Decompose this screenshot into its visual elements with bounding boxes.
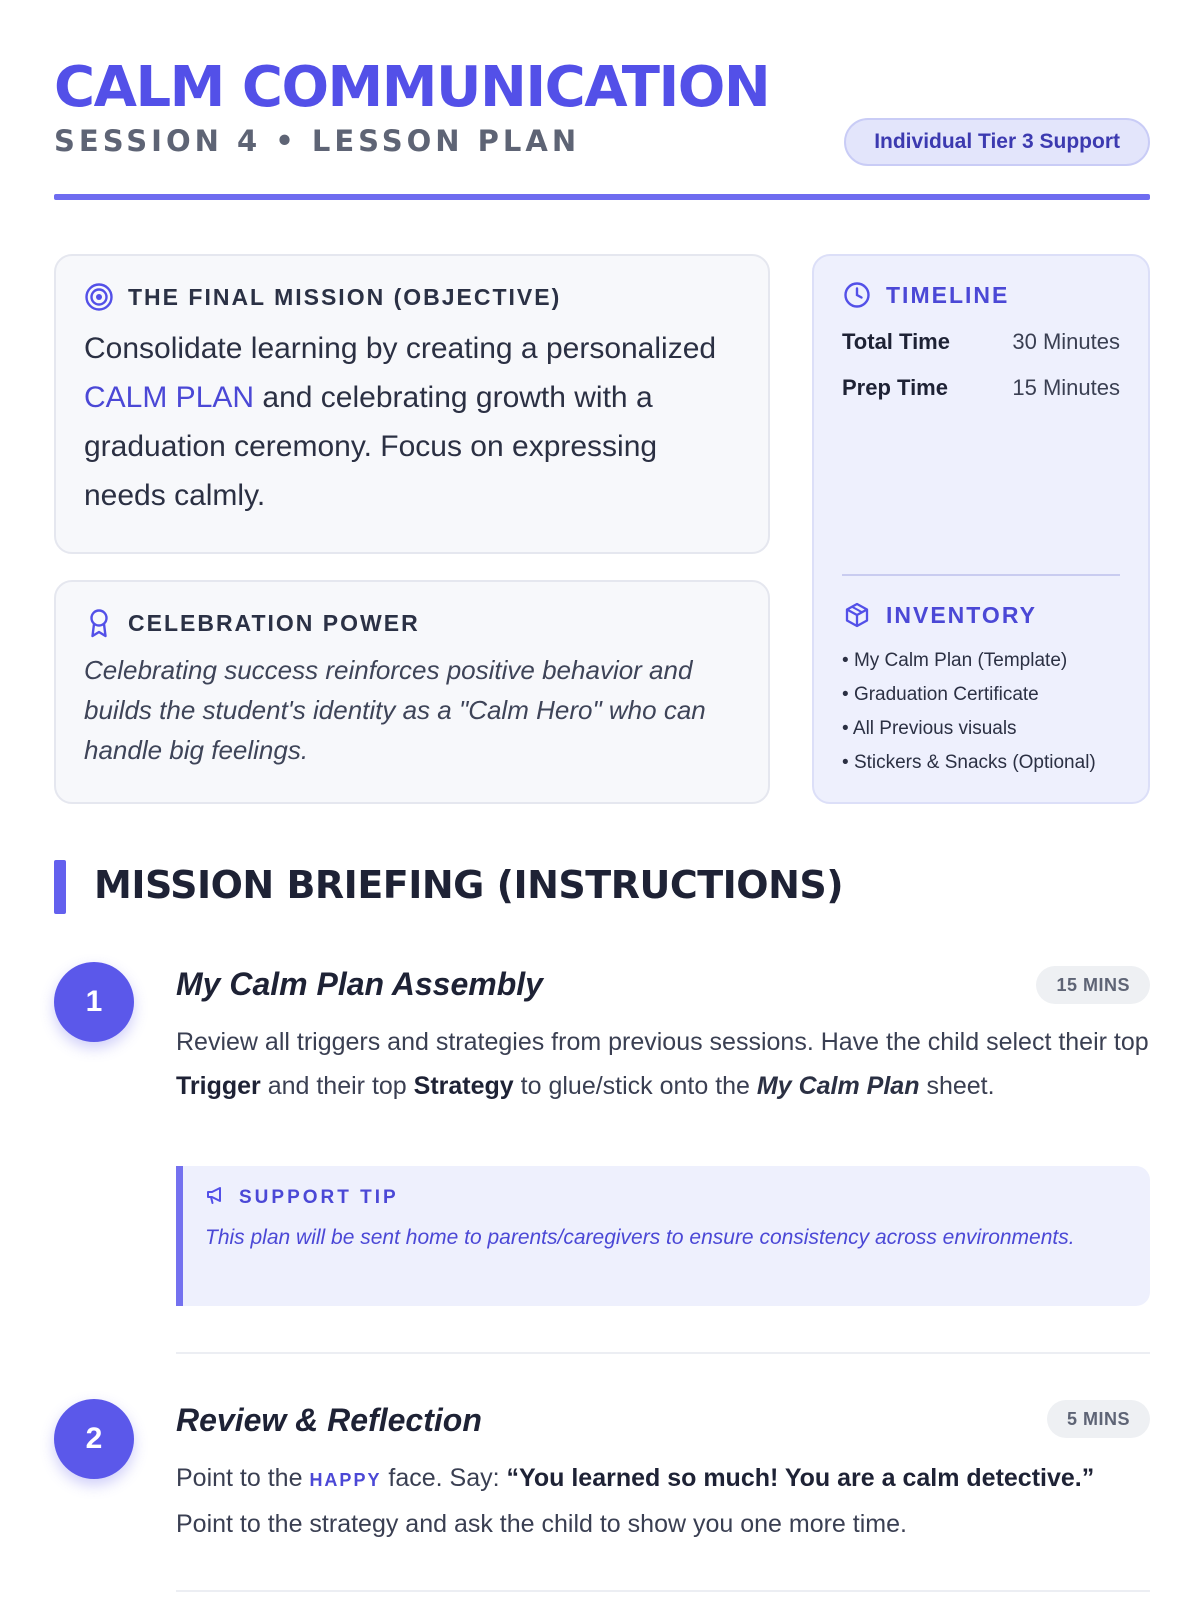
inventory-header: [842, 600, 1128, 630]
step-divider: [176, 1352, 1150, 1354]
instruction-text: Point to the strategy and ask the child to show you one more time.: [176, 1510, 907, 1538]
inventory-item: • Graduation Certificate: [842, 678, 1128, 712]
instruction-text: and their top: [267, 1072, 407, 1100]
instruction-text: sheet.: [926, 1072, 995, 1100]
celebration-card-header: [84, 608, 742, 638]
instruction-text: Point to the: [176, 1464, 303, 1492]
instruction-text: face. Say:: [388, 1464, 500, 1492]
header-divider: [54, 194, 1150, 200]
page-title: CALM COMMUNICATION: [54, 55, 770, 120]
strategy-emphasis: Strategy: [413, 1072, 514, 1100]
step-number-badge: 1: [54, 962, 134, 1042]
calm-plan-emphasis: My Calm Plan: [756, 1072, 920, 1100]
objective-text: [84, 324, 742, 520]
script-quote: “You learned so much! You are a calm detective.”: [506, 1464, 1095, 1492]
celebration-heading: CELEBRATION POWER: [128, 609, 420, 636]
timeline-value: 15 Minutes: [1012, 375, 1120, 400]
inventory-item: • All Previous visuals: [842, 712, 1128, 746]
calm-plan-highlight: CALM PLAN: [84, 381, 255, 414]
step-duration-badge: 15 MINS: [1036, 966, 1150, 1004]
step-title: Review & Reflection: [176, 1402, 482, 1438]
timeline-row-total: [842, 328, 1120, 356]
inventory-section: [842, 600, 1128, 780]
section-accent-bar: [54, 860, 66, 914]
timeline-row-prep: [842, 374, 1120, 402]
happy-face-label: HAPPY: [309, 1470, 382, 1490]
objective-text-part: Consolidate learning by creating a personalized: [84, 332, 717, 365]
step-title: My Calm Plan Assembly: [176, 966, 543, 1002]
step-number-badge: 2: [54, 1399, 134, 1479]
timeline-label: Prep Time: [842, 375, 948, 400]
section-title: MISSION BRIEFING (INSTRUCTIONS): [94, 863, 844, 907]
timeline-value: 30 Minutes: [1012, 329, 1120, 354]
support-tip-text: This plan will be sent home to parents/caregivers to ensure consistency across environments.: [205, 1226, 1075, 1249]
step-instructions: [176, 1456, 1150, 1546]
timeline-heading: TIMELINE: [886, 281, 1010, 308]
objective-text-part: and celebrating growth with a graduation ceremony. Focus on expressing needs calmly.: [84, 381, 658, 512]
celebration-text: Celebrating success reinforces positive behavior and builds the student's identity as a "Calm Hero" who can handle big feelings.: [84, 655, 706, 765]
inventory-heading: INVENTORY: [886, 601, 1037, 628]
celebration-card: [54, 580, 770, 804]
timeline-header: [842, 280, 1120, 310]
instruction-text: to glue/stick onto the: [520, 1072, 750, 1100]
timeline-inventory-card: [812, 254, 1150, 804]
award-ribbon-icon: [84, 608, 114, 638]
step-duration-badge: 5 MINS: [1047, 1400, 1150, 1438]
step-divider: [176, 1590, 1150, 1592]
support-tip-heading: SUPPORT TIP: [239, 1186, 399, 1208]
objective-card-header: [84, 282, 742, 312]
support-tip-callout: [176, 1166, 1150, 1306]
target-icon: [84, 282, 114, 312]
objective-card: [54, 254, 770, 554]
support-tip-header: [205, 1184, 1124, 1211]
inventory-item: • My Calm Plan (Template): [842, 644, 1128, 678]
objective-heading: THE FINAL MISSION (OBJECTIVE): [128, 283, 562, 310]
box-icon: [842, 600, 872, 630]
trigger-emphasis: Trigger: [176, 1072, 261, 1100]
support-tier-badge: Individual Tier 3 Support: [844, 118, 1150, 166]
megaphone-icon: [205, 1184, 227, 1211]
inventory-item: • Stickers & Snacks (Optional): [842, 746, 1128, 780]
page-subtitle: SESSION 4 • LESSON PLAN: [54, 124, 581, 158]
inventory-list: [842, 644, 1128, 780]
timeline-label: Total Time: [842, 329, 950, 354]
clock-icon: [842, 280, 872, 310]
step-instructions: [176, 1020, 1150, 1108]
instruction-text: Review all triggers and strategies from previous sessions. Have the child select their top: [176, 1028, 1149, 1056]
sidebar-divider: [842, 574, 1120, 576]
